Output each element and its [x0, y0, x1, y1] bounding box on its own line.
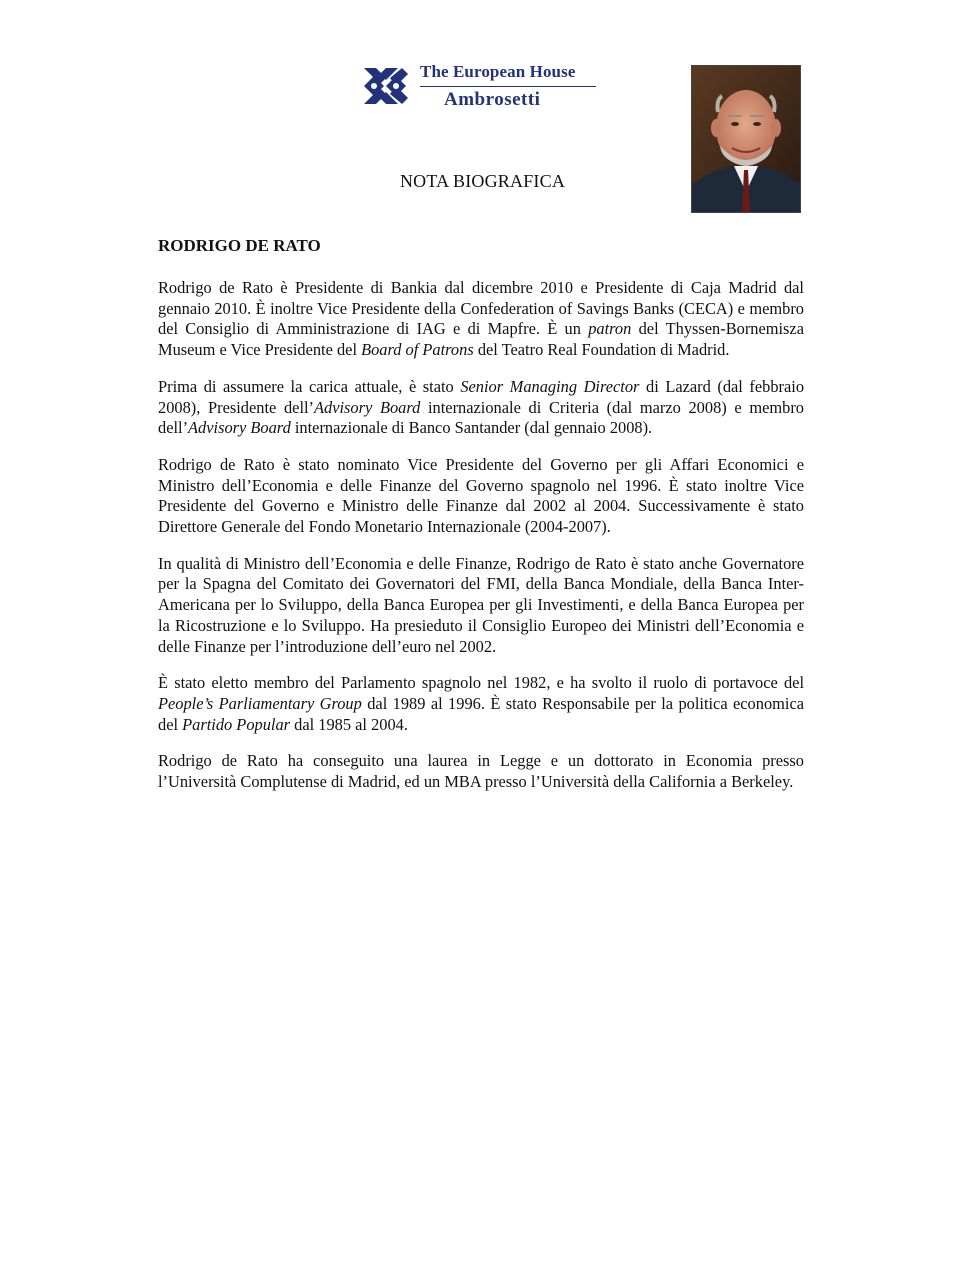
- portrait-photo: [691, 65, 801, 213]
- bio-paragraph: [158, 554, 804, 658]
- text-run: Prima di assumere la carica attuale, è stato: [158, 376, 461, 396]
- italic-run: patron: [588, 319, 632, 339]
- bio-paragraph: [158, 751, 804, 792]
- italic-run: Advisory Board: [188, 418, 291, 438]
- italic-run: Partido Popular: [182, 714, 291, 734]
- italic-run: People’s Parliamentary Group: [158, 693, 362, 713]
- text-run: Rodrigo de Rato ha conseguito una laurea in Legge e un dottorato in Economia presso l’Università Complutense di Madrid, ed un MBA presso l’Università della California a Berkeley.: [158, 751, 804, 792]
- biography: [158, 278, 804, 809]
- text-run: dal 1989 al 1996. È stato Responsabile per la politica economica del: [158, 693, 804, 734]
- bio-paragraph: [158, 455, 804, 538]
- text-run: In qualità di Ministro dell’Economia e delle Finanze, Rodrigo de Rato è stato anche Governatore per la Spagna del Comitato dei Governatori del FMI, della Banca Mondiale, della Banca Inter-Americana per lo Sviluppo, della Banca Europea per gli Investimenti, e della Banca Europea per la Ricostruzione e lo Sviluppo. Ha presieduto il Consiglio Europeo dei Ministri dell’Economia e delle Finanze per l’introduzione dell’euro nel 2002.: [158, 553, 804, 656]
- bio-paragraph: [158, 377, 804, 439]
- company-logo: [360, 62, 600, 112]
- italic-run: Advisory Board: [314, 397, 421, 417]
- logo-line1: The European House: [420, 62, 576, 81]
- text-run: internazionale di Criteria (dal marzo 2008) e membro dell’: [158, 397, 804, 438]
- italic-run: Senior Managing Director: [460, 376, 640, 396]
- italic-run: Board of Patrons: [361, 340, 474, 360]
- text-run: dal 1985 al 2004.: [290, 714, 408, 734]
- text-run: Rodrigo de Rato è Presidente di Bankia dal dicembre 2010 e Presidente di Caja Madrid dal gennaio 2010. È inoltre Vice Presidente della Confederation of Savings Banks (CECA) e membro del Consiglio di Amministrazione di IAG e di Mapfre. È un: [158, 278, 804, 339]
- text-run: internazionale di Banco Santander (dal gennaio 2008).: [290, 418, 653, 438]
- person-name: RODRIGO DE RATO: [158, 236, 321, 255]
- logo-rule: [420, 86, 596, 87]
- logo-mark-icon: [360, 64, 412, 108]
- bio-paragraph: [158, 278, 804, 361]
- text-run: del Teatro Real Foundation di Madrid.: [473, 340, 730, 360]
- logo-line2: Ambrosetti: [444, 89, 541, 110]
- text-run: Rodrigo de Rato è stato nominato Vice Presidente del Governo per gli Affari Economici e Ministro dell’Economia e delle Finanze del Governo spagnolo nel 1996. È stato inoltre Vice Presidente del Governo e Ministro delle Finanze dal 2002 al 2004. Successivamente è stato Direttore Generale del Fondo Monetario Internazionale (2004-2007).: [158, 454, 804, 537]
- text-run: È stato eletto membro del Parlamento spagnolo nel 1982, e ha svolto il ruolo di portavoce del: [158, 673, 804, 693]
- document-title: NOTA BIOGRAFICA: [399, 171, 566, 191]
- text-run: del Thyssen-Bornemisza Museum e Vice Presidente del: [158, 319, 804, 360]
- text-run: di Lazard (dal febbraio 2008), Presidente dell’: [158, 376, 805, 417]
- bio-paragraph: [158, 673, 804, 735]
